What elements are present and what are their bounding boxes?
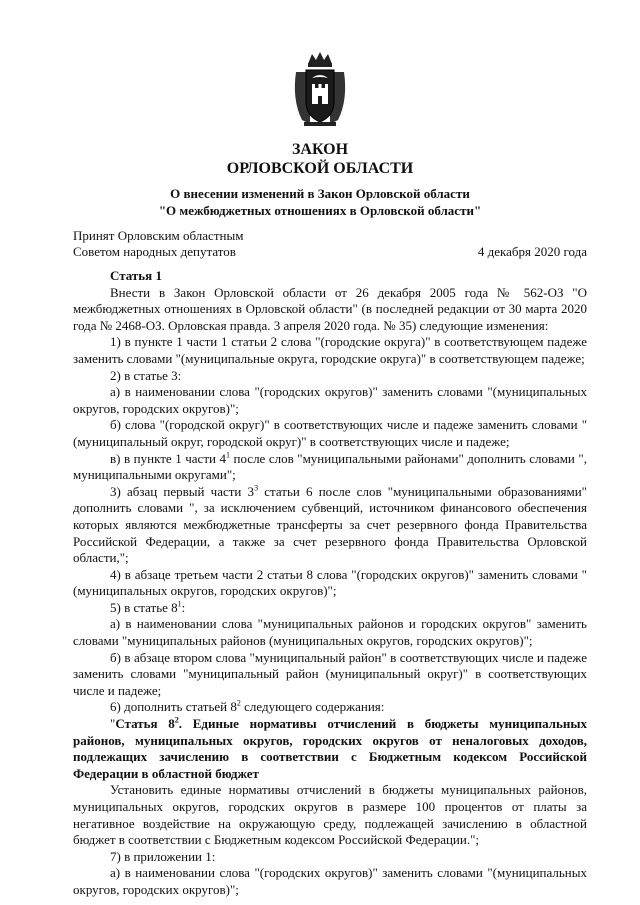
law-region: ОРЛОВСКОЙ ОБЛАСТИ bbox=[226, 160, 414, 177]
document-body bbox=[73, 268, 587, 899]
item-5a: а) в наименовании слова "муниципальных районов и городских округов" заменить словами "муниципальных районов (муниципальных округов, городских округов)"; bbox=[73, 616, 587, 649]
item-2v: в) в пункте 1 части $4^1$ после слов "муниципальными районами" дополнить словами ", муниципальными округами"; bbox=[73, 450, 587, 483]
law-subtitle-line1: О внесении изменений в Закон Орловской области bbox=[170, 186, 470, 201]
article-8-2-text: Установить единые нормативы отчислений в бюджеты муниципальных районов, муниципальных округов, городских округов в размере 100 процентов от платы за негативное воздействие на окружающую среду, подлежащей зачислению в областной бюджет в соответствии с Бюджетным кодексом Российской Федерации."; bbox=[73, 782, 587, 848]
law-title: ЗАКОН bbox=[291, 141, 349, 158]
item-3: 3) абзац первый части $3^3$ статьи 6 после слов "муниципальными образованиями" дополнить словами ", за исключением субвенций, источником финансового обеспечения которых являются межбюджетные трансферты за счет резервного фонда Правительства Российской Федерации, а также за счет резервного фонда Правительства Орловской области,"; bbox=[73, 483, 587, 566]
item-7: 7) в приложении 1: bbox=[110, 848, 216, 864]
article-heading: Статья 1 bbox=[110, 268, 162, 283]
coat-of-arms-icon bbox=[290, 50, 350, 128]
item-2: 2) в статье 3: bbox=[110, 367, 182, 383]
item-2a: а) в наименовании слова "(городских округов)" заменить словами "(муниципальных округов, городских округов)"; bbox=[73, 384, 587, 416]
adoption-date: 4 декабря 2020 года bbox=[477, 244, 587, 259]
adoption-body bbox=[73, 228, 243, 260]
adoption-line2: Советом народных депутатов bbox=[73, 244, 236, 259]
article-8-2-heading: "Статья $8^2$. Единые нормативы отчислений в бюджеты муниципальных районов, муниципальных округов, городских округов от неналоговых доходов, подлежащих зачислению в соответствии с Бюджетным кодексом Российской Федерации в областной бюджет bbox=[73, 715, 587, 781]
item-7a: а) в наименовании слова "(городских округов)" заменить словами "(муниципальных округов, городских округов)"; bbox=[73, 865, 587, 897]
adoption-line1: Принят Орловским областным bbox=[73, 228, 244, 243]
article-intro: Внести в Закон Орловской области от 26 декабря 2005 года № 562-ОЗ "О межбюджетных отношениях в Орловской области" (в последней редакции от 30 марта 2020 года № 2468-ОЗ. Орловская правда. 3 апреля 2020 года. № 35) следующие изменения: bbox=[73, 284, 587, 333]
item-1: 1) в пункте 1 части 1 статьи 2 слова "(городские округа)" в соответствующем падеже заменить словами "(муниципальные округа, городские округа)" в соответствующем падеже; bbox=[73, 334, 587, 366]
item-4: 4) в абзаце третьем части 2 статьи 8 слова "(городских округов)" заменить словами "(муниципальных округов, городских округов)"; bbox=[73, 566, 587, 599]
item-5: 5) в статье $8^1$: bbox=[110, 599, 186, 615]
item-5b: б) в абзаце втором слова "муниципальный район" в соответствующих числе и падеже заменить словами "муниципальный район (муниципальный округ)" в соответствующих числе и падеже; bbox=[73, 649, 587, 698]
item-2b: б) слова "(городской округ)" в соответствующих числе и падеже заменить словами "(муниципальный округ, городской округ)" в соответствующих числе и падеже; bbox=[73, 417, 587, 449]
item-6: 6) дополнить статьей $8^2$ следующего содержания: bbox=[110, 699, 385, 715]
law-subtitle-line2: "О межбюджетных отношениях в Орловской области" bbox=[158, 203, 482, 218]
